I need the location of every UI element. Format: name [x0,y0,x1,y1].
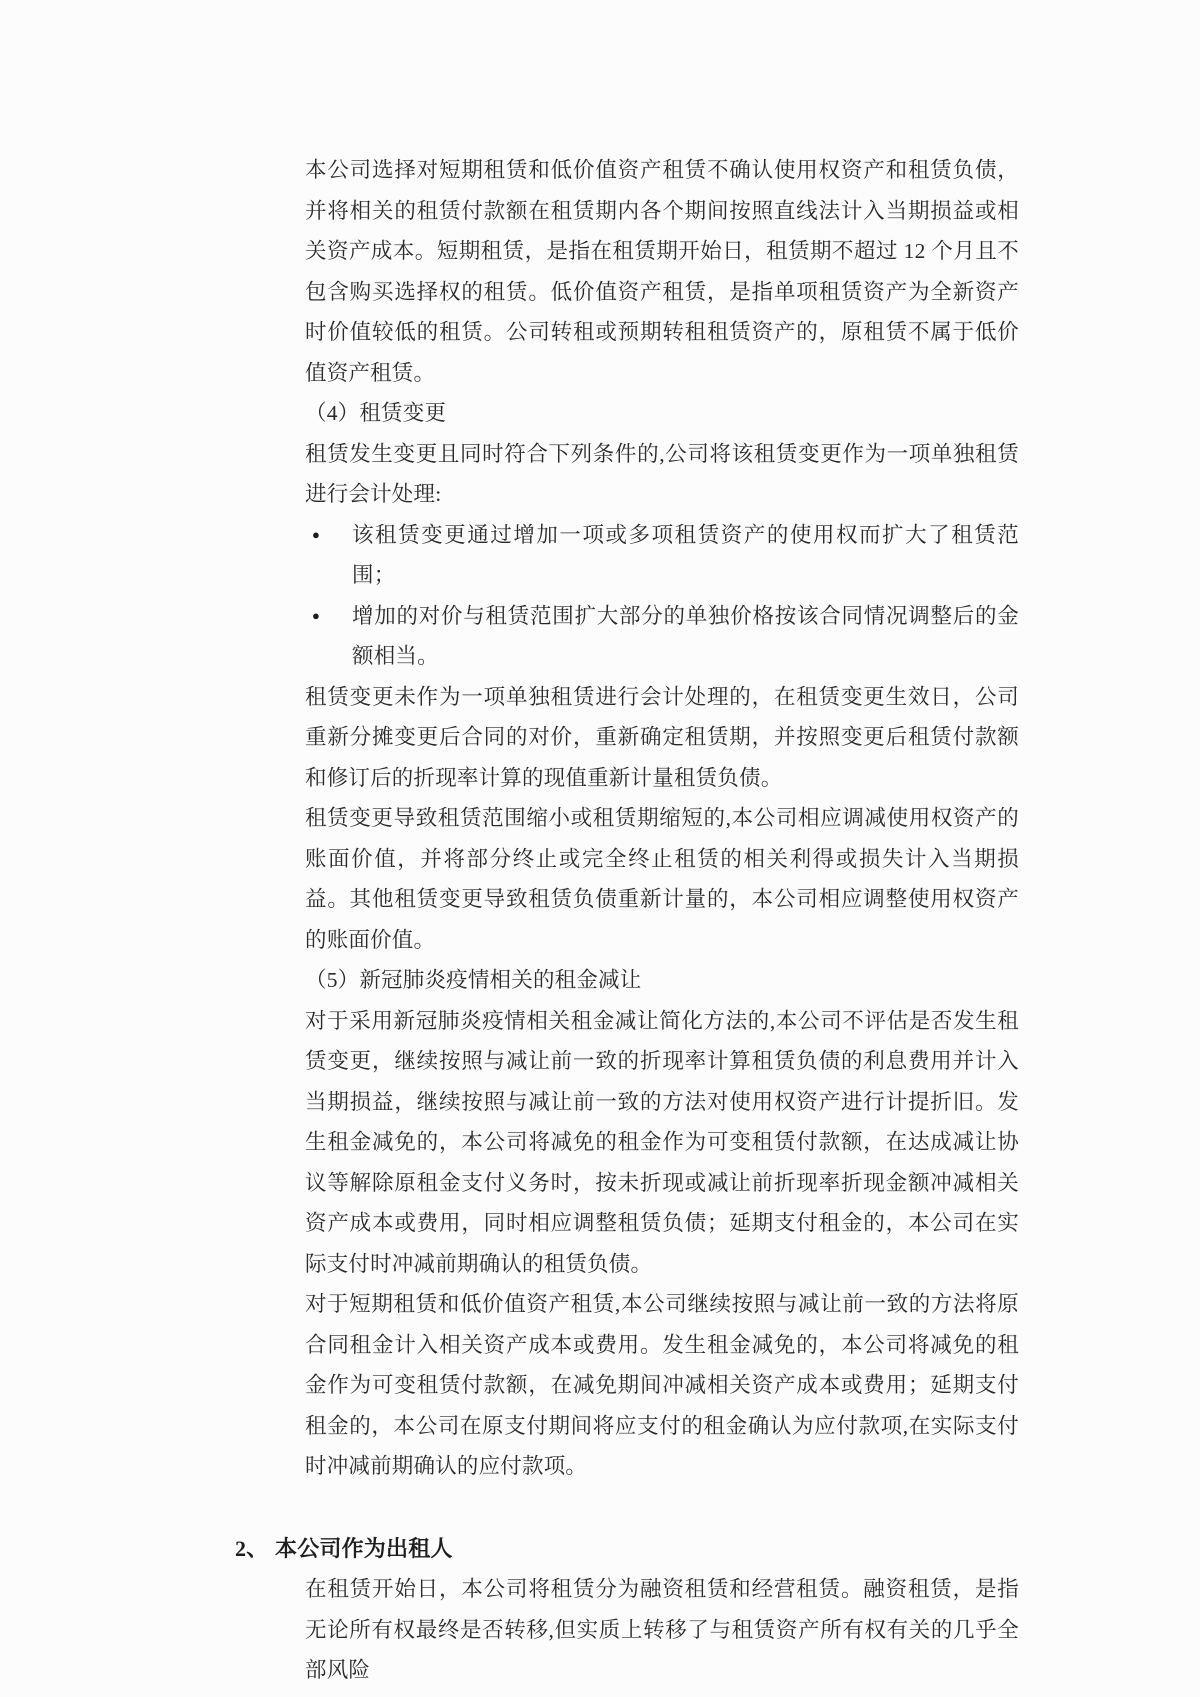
document-content [235,150,1019,1691]
bullet-text: 该租赁变更通过增加一项或多项租赁资产的使用权而扩大了租赁范围； [352,522,1019,587]
bullet-text: 增加的对价与租赁范围扩大部分的单独价格按该合同情况调整后的金额相当。 [352,603,1019,668]
bullet-list-item [305,596,1019,677]
text-paragraph: 租赁变更未作为一项单独租赁进行会计处理的，在租赁变更生效日，公司重新分摊变更后合同的对价，重新确定租赁期，并按照变更后租赁付款额和修订后的折现率计算的现值重新计量租赁负债。 [305,684,1019,790]
bullet-icon: ● [312,607,321,623]
text-paragraph: 租赁变更导致租赁范围缩小或租赁期缩短的,本公司相应调减使用权资产的账面价值，并将部分终止或完全终止租赁的相关利得或损失计入当期损益。其他租赁变更导致租赁负债重新计量的，本公司相应调整使用权资产的账面价值。 [305,806,1019,952]
bullet-list-item [305,515,1019,596]
text-paragraph: 本公司选择对短期租赁和低价值资产租赁不确认使用权资产和租赁负债，并将相关的租赁付款额在租赁期内各个期间按照直线法计入当期损益或相关资产成本。短期租赁，是指在租赁期开始日，租赁期不超过 12 个月且不包含购买选择权的租赁。低价值资产租赁，是指单项租赁资产为全新资产时价值较低的租赁。公司转租或预期转租租赁资产的，原租赁不属于低价值资产租赁。 [305,158,1019,385]
text-paragraph: 对于短期租赁和低价值资产租赁,本公司继续按照与减让前一致的方法将原合同租金计入相关资产成本或费用。发生租金减免的，本公司将减免的租金作为可变租赁付款额，在减免期间冲减相关资产成本或费用；延期支付租金的，本公司在原支付期间将应支付的租金确认为应付款项,在实际支付时冲减前期确认的应付款项。 [305,1292,1019,1478]
bullet-icon: ● [312,526,321,542]
clause-subheading-4: （4）租赁变更 [305,401,447,425]
text-paragraph: 在租赁开始日，本公司将租赁分为融资租赁和经营租赁。融资租赁，是指无论所有权最终是否转移,但实质上转移了与租赁资产所有权有关的几乎全部风险 [305,1577,1019,1682]
text-paragraph: 租赁发生变更且同时符合下列条件的,公司将该租赁变更作为一项单独租赁进行会计处理: [305,441,1019,506]
section-heading [235,1529,1019,1570]
section-title: 本公司作为出租人 [275,1535,453,1561]
clause-subheading-5: （5）新冠肺炎疫情相关的租金减让 [305,968,642,992]
section-number: 2、 [235,1535,269,1561]
text-paragraph: 对于采用新冠肺炎疫情相关租金减让简化方法的,本公司不评估是否发生租赁变更，继续按照与减让前一致的折现率计算租赁负债的利息费用并计入当期损益，继续按照与减让前一致的方法对使用权资产进行计提折旧。发生租金减免的，本公司将减免的租金作为可变租赁付款额，在达成减让协议等解除原租金支付义务时，按未折现或减让前折现率折现金额冲减相关资产成本或费用，同时相应调整租赁负债；延期支付租金的，本公司在实际支付时冲减前期确认的租赁负债。 [305,1008,1019,1276]
